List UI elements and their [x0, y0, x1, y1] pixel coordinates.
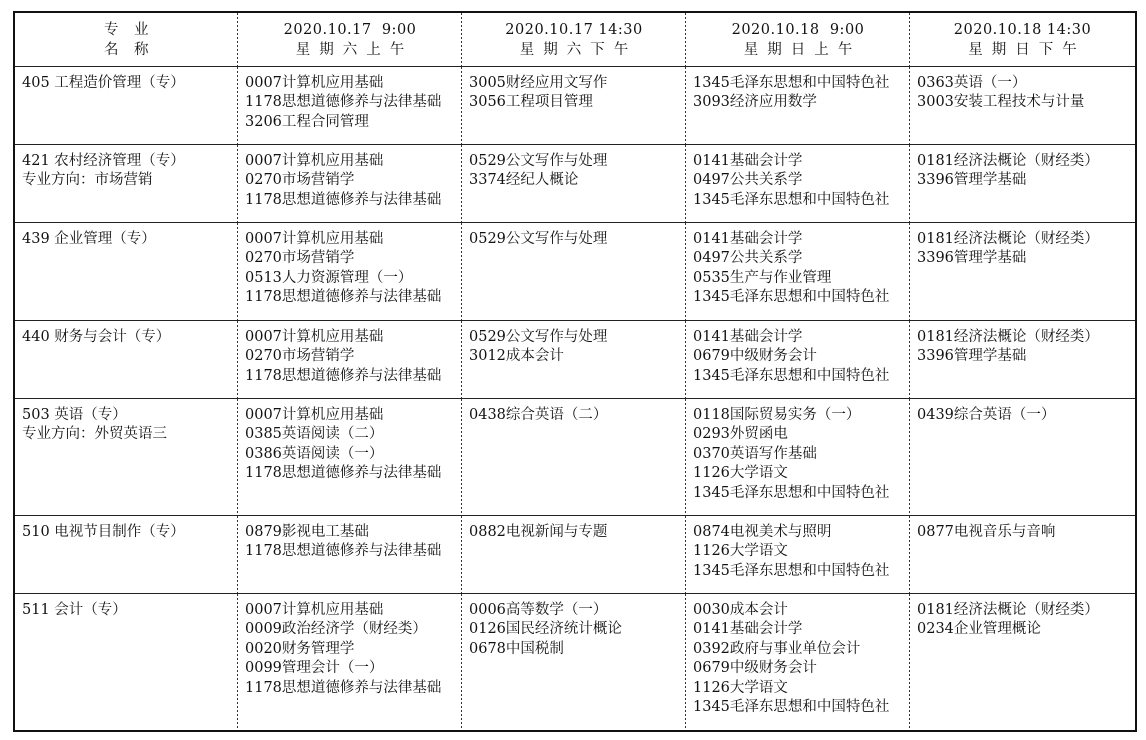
- major-header-line2: 名 称: [104, 41, 149, 58]
- major-name: 421 农村经济管理（专）: [22, 152, 185, 169]
- course-cell: [910, 593, 1136, 731]
- course-cell: [910, 66, 1136, 144]
- course-item: 0118国际贸易实务（一）: [693, 406, 861, 423]
- major-direction: 专业方向：外贸英语三: [22, 426, 167, 442]
- course-item: 0392政府与事业单位会计: [693, 640, 861, 657]
- course-cell: [238, 515, 462, 593]
- course-item: 1345毛泽东思想和中国特色社: [693, 367, 890, 384]
- course-item: 0882电视新闻与专题: [469, 523, 608, 540]
- course-item: 0293外贸函电: [693, 426, 788, 442]
- course-cell: [462, 593, 686, 731]
- major-name: 511 会计（专）: [22, 601, 127, 618]
- table-row: [14, 593, 1136, 731]
- course-cell: [910, 398, 1136, 515]
- course-cell: [910, 222, 1136, 320]
- exam-schedule-table: [13, 11, 1137, 732]
- course-item: 1178思想道德修养与法律基础: [245, 191, 442, 208]
- course-item: 0497公共关系学: [693, 250, 803, 266]
- session-day: 星期日下午: [968, 41, 1086, 58]
- course-item: 1178思想道德修养与法律基础: [245, 289, 442, 305]
- course-item: 0874电视美术与照明: [693, 523, 832, 540]
- session-header: [462, 12, 686, 66]
- course-item: 0007计算机应用基础: [245, 152, 384, 169]
- course-cell: [686, 222, 910, 320]
- table-row: [14, 144, 1136, 222]
- course-cell: [462, 320, 686, 398]
- course-item: 0529公文写作与处理: [469, 230, 608, 247]
- course-cell: [686, 144, 910, 222]
- course-item: 0007计算机应用基础: [245, 406, 384, 423]
- header-row: [14, 12, 1136, 66]
- course-item: 0141基础会计学: [693, 328, 803, 345]
- course-item: 1178思想道德修养与法律基础: [245, 94, 442, 110]
- course-item: 0181经济法概论（财经类）: [917, 230, 1099, 247]
- course-cell: [238, 398, 462, 515]
- course-item: 1126大学语文: [693, 465, 788, 481]
- course-item: 3093经济应用数学: [693, 94, 817, 110]
- major-name: 440 财务与会计（专）: [22, 328, 171, 345]
- course-item: 0529公文写作与处理: [469, 152, 608, 169]
- course-item: 0126国民经济统计概论: [469, 621, 622, 637]
- course-item: 3206工程合同管理: [245, 113, 369, 130]
- course-item: 3003安装工程技术与计量: [917, 94, 1085, 110]
- course-item: 0009政治经济学（财经类）: [245, 621, 427, 637]
- major-cell: [14, 320, 238, 398]
- major-header: [14, 12, 238, 66]
- major-header-line1: 专 业: [104, 22, 149, 38]
- course-item: 1126大学语文: [693, 543, 788, 559]
- major-cell: [14, 398, 238, 515]
- table-row: [14, 222, 1136, 320]
- course-item: 0141基础会计学: [693, 152, 803, 169]
- course-item: 1345毛泽东思想和中国特色社: [693, 74, 890, 91]
- course-item: 0529公文写作与处理: [469, 328, 608, 345]
- course-cell: [238, 320, 462, 398]
- course-item: 0141基础会计学: [693, 230, 803, 247]
- course-item: 0181经济法概论（财经类）: [917, 328, 1099, 345]
- course-item: 1345毛泽东思想和中国特色社: [693, 191, 890, 208]
- course-item: 3396管理学基础: [917, 172, 1027, 188]
- course-item: 0099管理会计（一）: [245, 660, 384, 676]
- session-day: 星期六下午: [519, 41, 638, 58]
- session-header: [238, 12, 462, 66]
- course-item: 0497公共关系学: [693, 172, 803, 188]
- session-day: 星期日上午: [743, 41, 862, 58]
- course-item: 3374经纪人概论: [469, 172, 579, 188]
- course-cell: [686, 398, 910, 515]
- course-cell: [910, 320, 1136, 398]
- course-item: 0181经济法概论（财经类）: [917, 152, 1099, 169]
- exam-schedule-sheet: [13, 11, 1135, 734]
- course-cell: [462, 66, 686, 144]
- course-item: 3396管理学基础: [917, 250, 1027, 266]
- course-item: 0007计算机应用基础: [245, 74, 384, 91]
- course-item: 0438综合英语（二）: [469, 406, 608, 423]
- session-header: [910, 12, 1136, 66]
- course-item: 0678中国税制: [469, 640, 564, 657]
- course-item: 1178思想道德修养与法律基础: [245, 367, 442, 384]
- course-item: 0535生产与作业管理: [693, 269, 832, 286]
- table-row: [14, 66, 1136, 144]
- session-date: 2020.10.17 14:30: [505, 22, 643, 38]
- course-cell: [686, 593, 910, 731]
- session-day: 星期六上午: [295, 41, 414, 58]
- course-item: 0007计算机应用基础: [245, 601, 384, 618]
- course-cell: [462, 144, 686, 222]
- major-name: 405 工程造价管理（专）: [22, 74, 185, 91]
- course-cell: [462, 398, 686, 515]
- course-cell: [910, 515, 1136, 593]
- course-item: 0007计算机应用基础: [245, 328, 384, 345]
- course-cell: [462, 222, 686, 320]
- major-name: 510 电视节目制作（专）: [22, 523, 185, 540]
- course-item: 0006高等数学（一）: [469, 601, 608, 618]
- major-direction: 专业方向：市场营销: [22, 172, 153, 188]
- course-item: 0439综合英语（一）: [917, 406, 1056, 423]
- major-cell: [14, 222, 238, 320]
- course-item: 3396管理学基础: [917, 348, 1027, 364]
- course-item: 0007计算机应用基础: [245, 230, 384, 247]
- course-item: 0270市场营销学: [245, 348, 355, 364]
- course-item: 0679中级财务会计: [693, 660, 817, 676]
- session-date: 2020.10.17 9:00: [283, 22, 417, 38]
- table-row: [14, 515, 1136, 593]
- course-cell: [238, 144, 462, 222]
- course-item: 3012成本会计: [469, 348, 564, 364]
- table-row: [14, 320, 1136, 398]
- session-date: 2020.10.18 14:30: [953, 22, 1092, 38]
- course-item: 0234企业管理概论: [917, 621, 1041, 637]
- major-cell: [14, 144, 238, 222]
- course-cell: [686, 320, 910, 398]
- course-item: 0270市场营销学: [245, 172, 355, 188]
- course-item: 0879影视电工基础: [245, 523, 369, 540]
- course-item: 0141基础会计学: [693, 621, 803, 637]
- course-item: 0679中级财务会计: [693, 348, 817, 364]
- course-item: 3005财经应用文写作: [469, 74, 608, 91]
- course-cell: [238, 593, 462, 731]
- course-item: 3056工程项目管理: [469, 94, 593, 110]
- course-cell: [462, 515, 686, 593]
- course-item: 0370英语写作基础: [693, 445, 817, 462]
- major-cell: [14, 593, 238, 731]
- course-item: 1178思想道德修养与法律基础: [245, 543, 442, 559]
- course-item: 0020财务管理学: [245, 640, 355, 657]
- course-item: 1345毛泽东思想和中国特色社: [693, 562, 890, 579]
- course-item: 0385英语阅读（二）: [245, 426, 384, 442]
- course-cell: [686, 515, 910, 593]
- major-cell: [14, 66, 238, 144]
- course-item: 1345毛泽东思想和中国特色社: [693, 289, 890, 305]
- course-item: 0270市场营销学: [245, 250, 355, 266]
- course-cell: [238, 222, 462, 320]
- course-item: 1178思想道德修养与法律基础: [245, 679, 442, 696]
- course-item: 0181经济法概论（财经类）: [917, 601, 1099, 618]
- major-name: 439 企业管理（专）: [22, 230, 156, 247]
- course-item: 1178思想道德修养与法律基础: [245, 465, 442, 481]
- session-header: [686, 12, 910, 66]
- course-item: 1126大学语文: [693, 679, 788, 696]
- course-item: 1345毛泽东思想和中国特色社: [693, 484, 890, 501]
- course-item: 0386英语阅读（一）: [245, 445, 384, 462]
- course-item: 1345毛泽东思想和中国特色社: [693, 699, 890, 715]
- table-row: [14, 398, 1136, 515]
- session-date: 2020.10.18 9:00: [731, 22, 865, 38]
- course-item: 0513人力资源管理（一）: [245, 269, 413, 286]
- major-name: 503 英语（专）: [22, 406, 127, 423]
- course-item: 0363英语（一）: [917, 74, 1027, 91]
- major-cell: [14, 515, 238, 593]
- course-item: 0877电视音乐与音响: [917, 523, 1056, 540]
- course-cell: [686, 66, 910, 144]
- course-item: 0030成本会计: [693, 601, 788, 618]
- course-cell: [910, 144, 1136, 222]
- course-cell: [238, 66, 462, 144]
